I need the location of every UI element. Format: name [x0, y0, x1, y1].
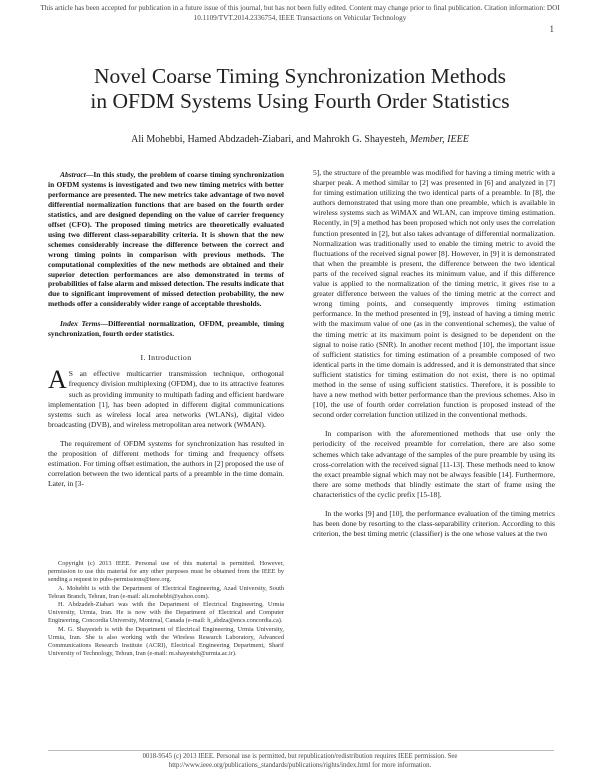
- paper-title-line2: in OFDM Systems Using Fourth Order Statistics: [90, 89, 510, 113]
- body-paragraph-evaluation: In the works [9] and [10], the performance evaluation of the timing metrics has been done by resorting to the class-separability criterion. According to this criterion, the best timing metric (classifier) is the one whose values at the two: [313, 509, 555, 539]
- author-grade: Member, IEEE: [409, 134, 469, 145]
- index-terms-lead: Index Terms: [60, 319, 101, 329]
- paper-title-line1: Novel Coarse Timing Synchronization Methods: [93, 64, 507, 88]
- copyright-footer-line2: http://www.ieee.org/publications_standards/publications/rights/index.html for more information.: [168, 762, 432, 769]
- footnotes: [48, 560, 284, 658]
- section-heading-introduction: I. Introduction: [140, 353, 192, 363]
- copyright-footer-line1: 0018-9545 (c) 2013 IEEE. Personal use is permitted, but republication/redistribution requires IEEE permission. See: [142, 753, 458, 760]
- body-paragraph-continued: 5], the structure of the preamble was modified for having a timing metric with a sharper peak. A method similar to [2] was presented in [6] and analyzed in [7] for timing estimation utilizing the two identical parts of a preamble. In [8], the authors demonstrated that using more than one preamble, which is available in wireless systems such as WiMAX and WLAN, can improve timing estimation. Recently, in [9] a method has been proposed which not only uses the correlation function presented in [2], but also takes advantage of differential normalization. Normalization was traditionally used to enable the timing metric to avoid the fluctuations of the received signal power [8]. However, in [9] it is demonstrated that when the preamble is present, the difference between the two identical parts of the received signal reaches its minimum value, and if this difference value is applied to the normalization of the timing metric, it gives rise to a greater difference between the values of the timing metric at the correct and wrong timing points, and consequently improves timing estimation performance. In the method presented in [9], instead of having a timing metric with the maximum value of one (as in the conventional schemes), the value of the timing metric at its maximum point is designed to be dependent on the signal to noise ratio (SNR). In another recent method [10], the important issue of sufficient statistics for timing estimation of a preamble composed of two identical parts in the time domain is addressed, and it is demonstrated that since sufficient statistics for timing estimation do not exist, there is no optimal method in the sense of using sufficient statistics. Therefore, it is possible to have a new method with better performance than the previous schemes. Also in [10], the use of fourth order correlation function is proposed instead of the second order correlation function utilized in the conventional methods.: [313, 168, 555, 420]
- footer-divider: [48, 750, 554, 751]
- index-terms-body: —Differential normalization, OFDM, preamble, timing synchronization, fourth order statistics.: [48, 319, 284, 339]
- page-number: 1: [549, 24, 554, 34]
- footnote-author-1: A. Mohebbi is with the Department of Electrical Engineering, Azad University, South Tehran Branch, Tehran, Iran (e-mail: ali.mohebbi@yahoo.com).: [48, 584, 284, 600]
- body-paragraph-comparison: In comparison with the aforementioned methods that use only the periodicity of the received preamble for correlation, there are also some schemes which take advantage of the samples of the pure preamble by using its cross-correlation with the received signal [11-13]. These methods need to know the exact preamble signal which may not be always feasible [14]. Furthermore, there are some methods that blindly estimate the start of frame using the characteristics of the cyclic prefix [15-18].: [313, 429, 555, 499]
- intro-paragraph-1: [48, 365, 284, 430]
- abstract-lead: Abstract: [60, 170, 86, 179]
- intro-paragraph-2: The requirement of OFDM systems for synchronization has resulted in the proposition of different methods for timing and frequency offsets estimation. For timing offset estimation, the authors in [2] proposed the use of correlation between the two identical parts of a preamble in the time domain. Later, in [3-: [48, 438, 284, 489]
- copyright-footer: [40, 752, 560, 770]
- abstract-body: —In this study, the problem of coarse timing synchronization in OFDM systems is investigated and two new timing metrics with better performance are presented. The new metrics take advantage of two novel differential normalization functions that are based on the fourth order statistics, and are designed depending on the value of carrier frequency offset (CFO). The proposed timing metrics are theoretically evaluated using two different class-separability criteria. It is shown that the new schemes considerably increase the difference between the correct and wrong timing points in comparison with previous methods. The computational complexities of the new methods are obtained and their superior detection performances are also demonstrated in terms of probabilities of false alarm and missed detection. The results indicate that due to significant improvement of missed detection probability, the new methods offer a considerably wider range of acceptable thresholds.: [48, 170, 284, 309]
- index-terms: [48, 319, 284, 339]
- right-column: [313, 168, 555, 539]
- publication-notice-line1: This article has been accepted for publication in a future issue of this journal, but has not been fully edited. Content may change prior to final publication. Citation information: DOI: [40, 4, 560, 12]
- left-column: [48, 170, 284, 489]
- footnote-copyright: Copyright (c) 2013 IEEE. Personal use of this material is permitted. However, permission to use this material for any other purposes must be obtained from the IEEE by sending a request to pubs-permissions@ieee.org.: [48, 560, 284, 584]
- paper-title: [30, 64, 570, 114]
- author-line: [40, 134, 560, 145]
- publication-notice-line2: 10.1109/TVT.2014.2336754, IEEE Transactions on Vehicular Technology: [193, 14, 407, 22]
- intro-paragraph-1-text: S an effective multicarrier transmission technique, orthogonal frequency division multiplexing (OFDM), due to its attractive features such as providing immunity to multipath fading and efficient hardware implementation [1], has been adopted in different digital communications systems such as wireless local area networks (WLANs), digital video broadcasting (DVB), and wireless metropolitan area network (WMAN).: [48, 369, 284, 429]
- publication-notice: [40, 3, 560, 23]
- abstract: [48, 170, 284, 309]
- drop-cap: A: [48, 365, 67, 395]
- footnote-author-3: M. G. Shayesteh is with the Department of Electrical Engineering, Urmia University, Urmia, Iran. She is also working with the Wireless Research Laboratory, Advanced Communications Research Institute (ACRI), Electrical Engineering Department, Sharif University of Technology, Tehran, Iran (e-mail: m.shayesteh@urmia.ac.ir).: [48, 625, 284, 658]
- footnote-author-2: H. Abdzadeh-Ziabari was with the Department of Electrical Engineering, Urmia University, Urmia, Iran. He is now with the Department of Electrical and Computer Engineering, Concordia University, Montreal, Canada (e-mail: h_abdza@encs.concordia.ca).: [48, 601, 284, 625]
- author-names: Ali Mohebbi, Hamed Abdzadeh-Ziabari, and Mahrokh G. Shayesteh,: [131, 134, 408, 145]
